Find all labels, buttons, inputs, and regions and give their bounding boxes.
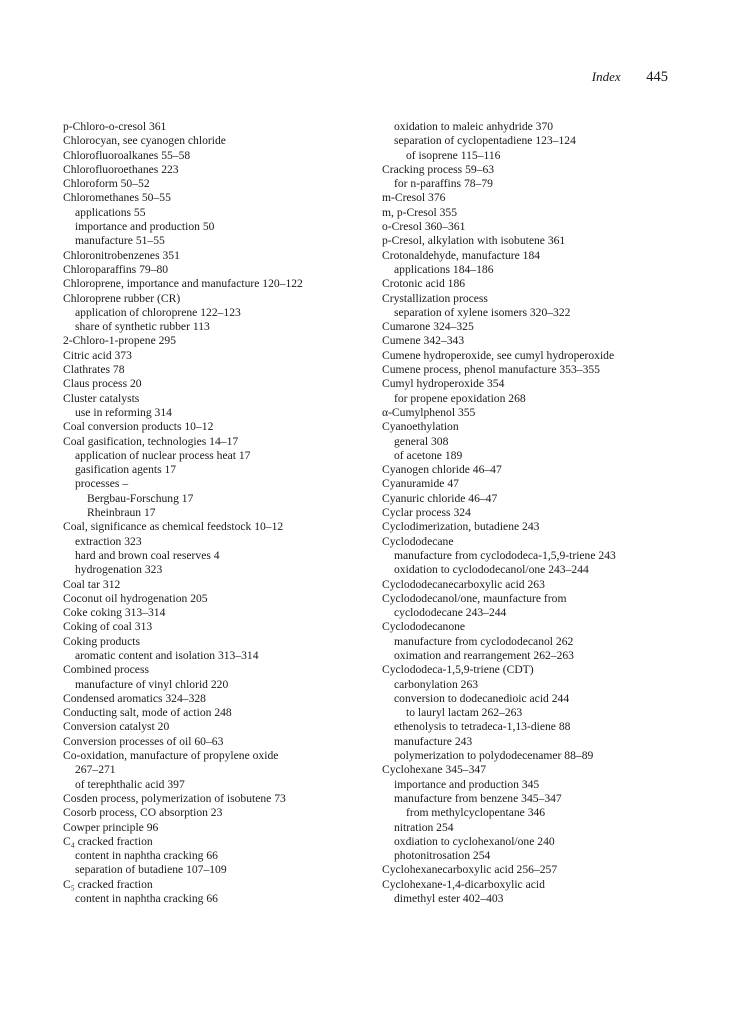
index-entry: separation of butadiene 107–109 <box>75 863 227 877</box>
index-entry: Chlorofluoroalkanes 55–58 <box>63 148 191 162</box>
index-entry: Cyclododecanecarboxylic acid 263 <box>382 577 545 591</box>
index-entry: 267–271 <box>75 763 116 777</box>
index-entry: polymerization to polydodecenamer 88–89 <box>394 749 594 763</box>
index-entry: carbonylation 263 <box>394 677 479 691</box>
index-entry: Conversion processes of oil 60–63 <box>63 734 224 748</box>
index-entry: Chloromethanes 50–55 <box>63 191 171 205</box>
index-entry: content in naphtha cracking 66 <box>75 892 218 906</box>
index-entry: Clathrates 78 <box>63 363 125 377</box>
index-entry: oximation and rearrangement 262–263 <box>394 648 574 662</box>
index-entry: manufacture from cyclododeca-1,5,9-triene 243 <box>394 548 616 562</box>
index-entry: extraction 323 <box>75 534 142 548</box>
index-entry: Cyclohexane-1,4-dicarboxylic acid <box>382 877 545 891</box>
index-entry: manufacture 51–55 <box>75 234 165 248</box>
index-entry: processes – <box>75 477 129 491</box>
index-entry: 2-Chloro-1-propene 295 <box>63 334 177 348</box>
index-entry: Cowper principle 96 <box>63 820 159 834</box>
index-entry: Cracking process 59–63 <box>382 162 495 176</box>
page-number: 445 <box>646 69 668 85</box>
index-entry: Chloroprene rubber (CR) <box>63 291 181 305</box>
index-entry: Coking of coal 313 <box>63 620 153 634</box>
index-entry: hard and brown coal reserves 4 <box>75 548 220 562</box>
index-entry: m-Cresol 376 <box>382 191 446 205</box>
index-entry: Coal, significance as chemical feedstock 10–12 <box>63 520 284 534</box>
index-entry: Coconut oil hydrogenation 205 <box>63 591 208 605</box>
index-entry: Cumarone 324–325 <box>382 320 474 334</box>
index-entry: Coal tar 312 <box>63 577 121 591</box>
index-entry: Chloronitrobenzenes 351 <box>63 248 180 262</box>
index-entry: applications 55 <box>75 205 146 219</box>
index-entry: Coke coking 313–314 <box>63 606 166 620</box>
index-entry: separation of cyclopentadiene 123–124 <box>394 134 576 148</box>
index-entry: C₅ cracked fraction <box>63 877 153 891</box>
index-entry: Chlorocyan, see cyanogen chloride <box>63 134 226 148</box>
index-entry: importance and production 50 <box>75 220 215 234</box>
index-entry: Cumyl hydroperoxide 354 <box>382 377 505 391</box>
index-entry: manufacture 243 <box>394 734 473 748</box>
index-entry: conversion to dodecanedioic acid 244 <box>394 691 570 705</box>
index-entry: Cyclohexanecarboxylic acid 256–257 <box>382 863 558 877</box>
index-entry: Chloroprene, importance and manufacture 120–122 <box>63 277 303 291</box>
index-entry: Combined process <box>63 663 149 677</box>
index-entry: from methylcyclopentane 346 <box>406 806 546 820</box>
index-column-right <box>382 120 682 906</box>
index-entry: o-Cresol 360–361 <box>382 220 466 234</box>
index-entry: Cyclododecanone <box>382 620 466 634</box>
index-entry: applications 184–186 <box>394 262 494 276</box>
index-entry: of terephthalic acid 397 <box>75 777 185 791</box>
index-entry: Bergbau-Forschung 17 <box>87 491 194 505</box>
index-entry: Cyclar process 324 <box>382 506 471 520</box>
index-entry: Crotonic acid 186 <box>382 277 466 291</box>
index-entry: Coal gasification, technologies 14–17 <box>63 434 239 448</box>
index-entry: use in reforming 314 <box>75 405 172 419</box>
index-entry: m, p-Cresol 355 <box>382 205 458 219</box>
index-entry: Cumene 342–343 <box>382 334 465 348</box>
index-entry: Cyanuric chloride 46–47 <box>382 491 498 505</box>
index-entry: Cyclododecane <box>382 534 454 548</box>
index-entry: Cumene hydroperoxide, see cumyl hydroperoxide <box>382 348 615 362</box>
index-entry: Cyanoethylation <box>382 420 459 434</box>
index-entry: hydrogenation 323 <box>75 563 163 577</box>
index-entry: manufacture from cyclododecanol 262 <box>394 634 574 648</box>
index-entry: for n-paraffins 78–79 <box>394 177 493 191</box>
index-entry: C₄ cracked fraction <box>63 834 153 848</box>
index-entry: Cyanuramide 47 <box>382 477 459 491</box>
index-column-left <box>63 120 363 906</box>
index-entry: of isoprene 115–116 <box>406 148 501 162</box>
index-entry: Conversion catalyst 20 <box>63 720 170 734</box>
index-entry: general 308 <box>394 434 449 448</box>
index-entry: share of synthetic rubber 113 <box>75 320 210 334</box>
index-entry: Crystallization process <box>382 291 488 305</box>
index-entry: p-Cresol, alkylation with isobutene 361 <box>382 234 566 248</box>
index-entry: Cyclododeca-1,5,9-triene (CDT) <box>382 663 534 677</box>
index-entry: Cluster catalysts <box>63 391 140 405</box>
index-entry: ethenolysis to tetradeca-1,13-diene 88 <box>394 720 571 734</box>
index-entry: Crotonaldehyde, manufacture 184 <box>382 248 541 262</box>
index-entry: Cosorb process, CO absorption 23 <box>63 806 223 820</box>
index-entry: nitration 254 <box>394 820 454 834</box>
index-entry: gasification agents 17 <box>75 463 177 477</box>
index-entry: Citric acid 373 <box>63 348 132 362</box>
index-entry: p-Chloro-o-cresol 361 <box>63 120 167 133</box>
index-entry: content in naphtha cracking 66 <box>75 849 218 863</box>
index-entry: importance and production 345 <box>394 777 540 791</box>
index-entry: to lauryl lactam 262–263 <box>406 706 523 720</box>
index-entry: Coking products <box>63 634 140 648</box>
index-entry: manufacture of vinyl chlorid 220 <box>75 677 229 691</box>
index-entry: photonitrosation 254 <box>394 849 491 863</box>
index-entry: aromatic content and isolation 313–314 <box>75 648 259 662</box>
index-entry: of acetone 189 <box>394 448 463 462</box>
index-entry: Co-oxidation, manufacture of propylene oxide <box>63 749 279 763</box>
index-entry: Chlorofluoroethanes 223 <box>63 162 179 176</box>
index-entry: application of nuclear process heat 17 <box>75 448 251 462</box>
running-head: Index <box>591 69 621 84</box>
index-entry: Coal conversion products 10–12 <box>63 420 214 434</box>
index-entry: separation of xylene isomers 320–322 <box>394 305 571 319</box>
index-entry: oxidation to maleic anhydride 370 <box>394 120 554 133</box>
index-entry: α-Cumylphenol 355 <box>382 405 476 419</box>
index-entry: Cyanogen chloride 46–47 <box>382 463 502 477</box>
index-entry: Chloroparaffins 79–80 <box>63 262 169 276</box>
index-entry: oxdiation to cyclohexanol/one 240 <box>394 834 555 848</box>
index-entry: oxidation to cyclododecanol/one 243–244 <box>394 563 589 577</box>
index-entry: manufacture from benzene 345–347 <box>394 791 562 805</box>
index-entry: Cumene process, phenol manufacture 353–355 <box>382 363 600 377</box>
index-entry: Condensed aromatics 324–328 <box>63 691 206 705</box>
index-entry: for propene epoxidation 268 <box>394 391 526 405</box>
index-entry: Conducting salt, mode of action 248 <box>63 706 232 720</box>
index-entry: application of chloroprene 122–123 <box>75 305 241 319</box>
index-entry: Cyclodimerization, butadiene 243 <box>382 520 540 534</box>
index-entry: Claus process 20 <box>63 377 142 391</box>
index-entry: Cyclohexane 345–347 <box>382 763 486 777</box>
index-entry: Cyclododecanol/one, maunfacture from <box>382 591 567 605</box>
index-entry: cyclododecane 243–244 <box>394 606 507 620</box>
index-entry: Rheinbraun 17 <box>87 506 156 520</box>
page-header <box>592 69 668 86</box>
index-entry: Chloroform 50–52 <box>63 177 150 191</box>
index-entry: dimethyl ester 402–403 <box>394 892 504 906</box>
index-entry: Cosden process, polymerization of isobutene 73 <box>63 791 286 805</box>
